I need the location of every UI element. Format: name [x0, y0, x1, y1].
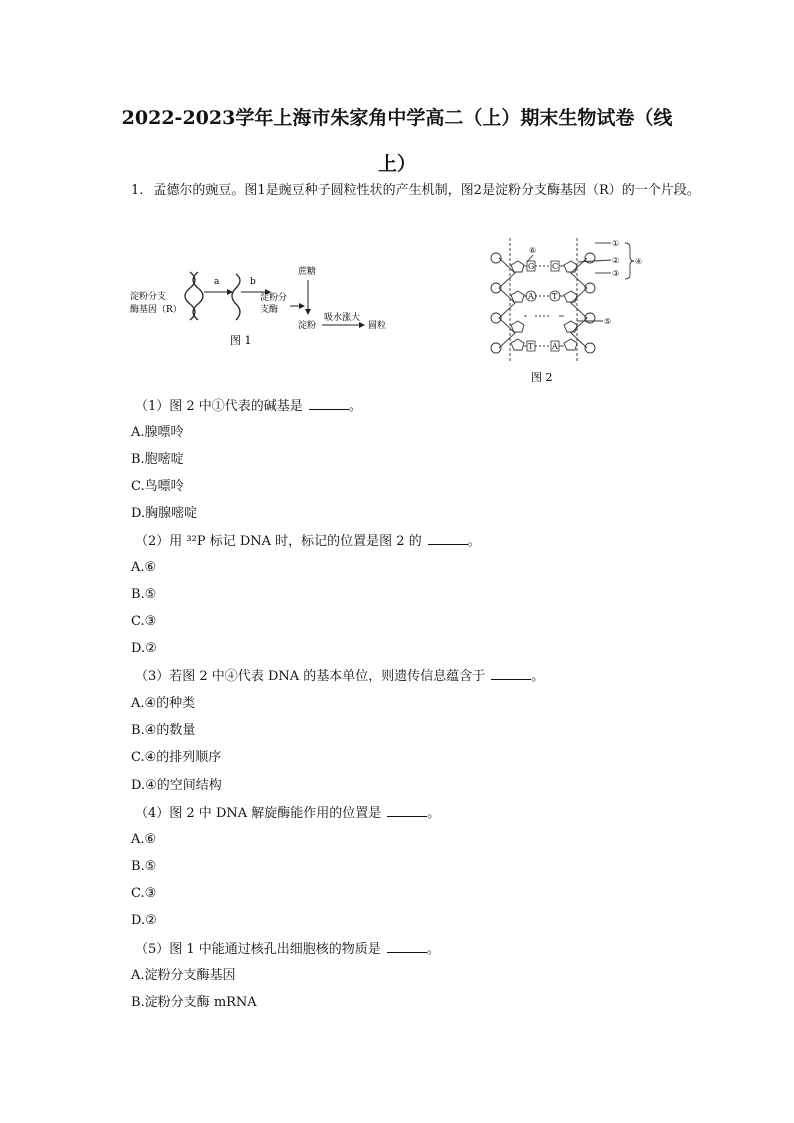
fig1-enzyme-label-1: 淀粉分 [260, 293, 288, 303]
base-label: A [552, 342, 558, 351]
subquestion-5-stem: （5）图 1 中能通过核孔出细胞核的物质是 。 [135, 939, 440, 960]
subquestion-3-stem: （3）若图 2 中④代表 DNA 的基本单位，则遗传信息蕴含于 。 [135, 666, 544, 687]
option-2a[interactable]: A.⑥ [131, 560, 157, 575]
marker-5: ⑤ [604, 317, 612, 326]
fig2-caption: 图 2 [531, 371, 553, 384]
base-label: T [552, 292, 558, 301]
arrow-a-label: a [214, 277, 220, 287]
sugar-icon [564, 291, 577, 302]
fig1-sucrose-label: 蔗糖 [298, 267, 317, 277]
option-2d[interactable]: D.② [131, 641, 157, 656]
answer-blank[interactable] [491, 666, 531, 680]
answer-blank[interactable] [309, 396, 349, 410]
bracket-icon [625, 243, 634, 279]
marker-2: ② [612, 256, 620, 265]
option-2b[interactable]: B.⑤ [131, 587, 157, 602]
question-text: 孟德尔的豌豆。图1是豌豆种子圆粒性状的产生机制，图2是淀粉分支酶基因（R）的一个片段。 [153, 183, 700, 198]
subquestion-2-stem: （2）用 ³²P 标记 DNA 时，标记的位置是图 2 的 。 [135, 531, 481, 552]
marker-3: ③ [612, 269, 620, 278]
fig1-gene-label-1: 淀粉分支 [130, 292, 167, 302]
option-3b[interactable]: B.④的数量 [131, 723, 196, 738]
option-4b[interactable]: B.⑤ [131, 859, 157, 874]
fig1-starch-label: 淀粉 [298, 321, 317, 331]
mrna-strand-icon [232, 274, 240, 320]
base-label: T [528, 342, 534, 351]
option-1c[interactable]: C.鸟嘌呤 [131, 479, 184, 494]
sugar-icon [511, 321, 524, 332]
option-2c[interactable]: C.③ [131, 614, 157, 629]
option-1d[interactable]: D.胸腺嘧啶 [131, 506, 198, 521]
option-5a[interactable]: A.淀粉分支酶基因 [131, 968, 236, 983]
option-1b[interactable]: B.胞嘧啶 [131, 452, 184, 467]
marker-4: ④ [635, 257, 643, 266]
arrow-b-label: b [250, 277, 256, 287]
option-3a[interactable]: A.④的种类 [131, 696, 196, 711]
left-backbone [499, 258, 515, 348]
sugar-icon [564, 261, 577, 272]
figure-2 [485, 233, 645, 388]
option-4a[interactable]: A.⑥ [131, 832, 157, 847]
fig1-enzyme-label-2: 支酶 [260, 305, 279, 315]
right-backbone [571, 258, 587, 348]
option-3d[interactable]: D.④的空间结构 [131, 778, 222, 793]
fig1-caption: 图 1 [230, 334, 252, 347]
option-4d[interactable]: D.② [131, 913, 157, 928]
exam-title [80, 95, 714, 187]
sugar-icon [511, 339, 524, 350]
fig1-gene-label-2: 酶基因（R） [130, 305, 182, 315]
question-1-intro [131, 178, 701, 204]
subquestion-1-stem: （1）图 2 中①代表的碱基是 。 [135, 396, 362, 417]
base-label: C [552, 262, 559, 271]
subquestion-4-stem: （4）图 2 中 DNA 解旋酶能作用的位置是 。 [135, 803, 440, 824]
sugar-icon [511, 291, 524, 302]
answer-blank[interactable] [428, 531, 468, 545]
figure-1 [128, 262, 428, 352]
option-5b[interactable]: B.淀粉分支酶 mRNA [131, 995, 257, 1010]
title-line-2: 上） [377, 153, 416, 175]
sugar-icon [564, 321, 577, 332]
fig1-absorb-label: 吸水涨大 [324, 313, 361, 323]
option-3c[interactable]: C.④的排列顺序 [131, 750, 222, 765]
marker-6: ⑥ [529, 246, 537, 255]
sugar-icon [511, 261, 524, 272]
option-4c[interactable]: C.③ [131, 886, 157, 901]
base-label: G [528, 262, 535, 271]
answer-blank[interactable] [387, 803, 427, 817]
question-number: 1. [131, 183, 144, 198]
sugar-icon [564, 339, 577, 350]
dna-helix-icon [185, 272, 203, 320]
answer-blank[interactable] [387, 939, 427, 953]
fig1-round-label: 圆粒 [368, 321, 387, 331]
title-line-1: 2022-2023学年上海市朱家角中学高二（上）期末生物试卷（线 [121, 107, 673, 129]
marker-1: ① [612, 239, 620, 248]
base-label: A [528, 292, 534, 301]
option-1a[interactable]: A.腺嘌呤 [131, 425, 184, 440]
